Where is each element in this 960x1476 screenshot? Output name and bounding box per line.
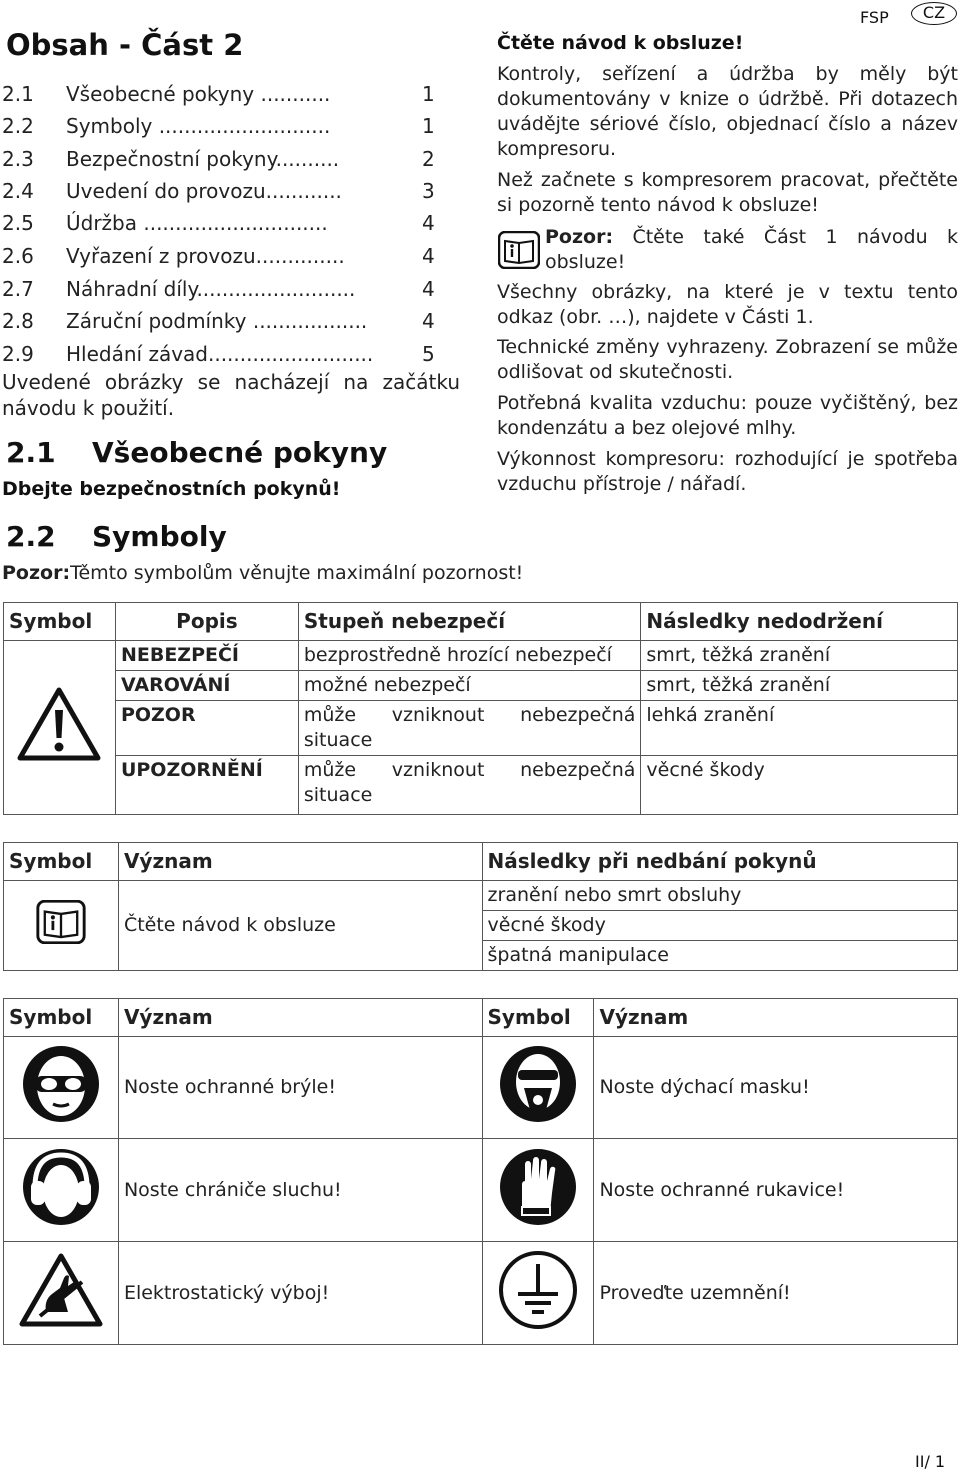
symbol-meaning: Čtěte návod k obsluze: [118, 881, 482, 971]
hazard-level: může vzniknout nebezpečná situace: [298, 701, 641, 756]
table-header: Stupeň nebezpečí: [298, 603, 641, 641]
ground-icon: [498, 1250, 578, 1330]
hazard-consequence: věcné škody: [641, 756, 958, 815]
consequence-item: zranění nebo smrt obsluhy: [482, 881, 957, 911]
symbol-cell: [482, 1037, 594, 1139]
table-row: [4, 1037, 958, 1139]
read-manual-table: [3, 842, 958, 971]
header-code: FSP: [860, 8, 889, 27]
changes-paragraph: Technické změny vyhrazeny. Zobrazení se může odlišovat od skutečnosti.: [497, 336, 958, 383]
table-header: Následky nedodržení: [641, 603, 958, 641]
table-row: [4, 1242, 958, 1345]
consequence-item: věcné škody: [482, 911, 957, 941]
read-before-paragraph: Než začnete s kompresorem pracovat, přečtěte si pozorně tento návod k obsluze!: [497, 169, 958, 216]
section-2-2-heading: 2.2 Symboly: [6, 520, 227, 553]
hazard-consequence: smrt, těžká zranění: [641, 671, 958, 701]
table-row: [4, 701, 958, 756]
table-header: Symbol: [482, 999, 594, 1037]
symbol-cell: [4, 1139, 119, 1242]
hazard-consequence: lehká zranění: [641, 701, 958, 756]
symbol-cell: [482, 1139, 594, 1242]
hazard-label: NEBEZPEČÍ: [115, 641, 298, 671]
esd-icon: [18, 1252, 104, 1328]
page-number: II/ 1: [915, 1452, 946, 1471]
read-manual-title: Čtěte návod k obsluze!: [497, 32, 744, 54]
pozor-note: Pozor: Čtěte také Část 1 návodu k obsluze!: [545, 226, 959, 273]
toc-note: Uvedené obrázky se nacházejí na začátku návodu k použití.: [2, 370, 460, 420]
section-2-1-heading: 2.1 Všeobecné pokyny: [6, 436, 388, 469]
table-header: Symbol: [4, 843, 119, 881]
consequence-item: špatná manipulace: [482, 941, 957, 971]
table-row: [4, 756, 958, 815]
table-row: [4, 671, 958, 701]
section-2-1-subtitle: Dbejte bezpečnostních pokynů!: [2, 478, 341, 500]
respirator-icon: [498, 1044, 578, 1124]
manual-book-icon: [36, 900, 86, 944]
figures-paragraph: Všechny obrázky, na které je v textu tento odkaz (obr. …), najdete v Části 1.: [497, 281, 958, 328]
table-row: [4, 641, 958, 671]
table-header: Význam: [118, 999, 482, 1037]
table-row: [4, 881, 958, 911]
performance-paragraph: Výkonnost kompresoru: rozhodující je spotřeba vzduchu přístroje / nářadí.: [497, 448, 958, 495]
symbol-cell: [4, 1242, 119, 1345]
symbol-meaning: Proveďte uzemnění!: [594, 1242, 958, 1345]
hazard-consequence: smrt, těžká zranění: [641, 641, 958, 671]
warning-triangle-icon: [16, 686, 102, 762]
hazard-label: POZOR: [115, 701, 298, 756]
language-badge: CZ: [911, 2, 957, 25]
symbol-cell: [4, 881, 119, 971]
hazard-levels-table: [3, 602, 958, 815]
table-header: Následky při nedbání pokynů: [482, 843, 957, 881]
gloves-icon: [498, 1147, 578, 1227]
table-header: Význam: [118, 843, 482, 881]
hazard-label: VAROVÁNÍ: [115, 671, 298, 701]
symbol-cell: [4, 1037, 119, 1139]
table-header-row: [4, 843, 958, 881]
goggles-icon: [21, 1044, 101, 1124]
symbol-cell: [4, 641, 116, 815]
symbol-meaning: Noste ochranné rukavice!: [594, 1139, 958, 1242]
symbol-cell: [482, 1242, 594, 1345]
hazard-level: může vzniknout nebezpečná situace: [298, 756, 641, 815]
table-row: [4, 1139, 958, 1242]
section-2-2-note: Pozor:Těmto symbolům věnujte maximální pozornost!: [2, 562, 524, 584]
symbol-meaning: Noste dýchací masku!: [594, 1037, 958, 1139]
ppe-symbols-table: [3, 998, 958, 1345]
symbol-meaning: Noste ochranné brýle!: [118, 1037, 482, 1139]
table-header: Popis: [115, 603, 298, 641]
toc-title: Obsah - Část 2: [6, 28, 244, 62]
maintenance-paragraph: Kontroly, seřízení a údržba by měly být dokumentovány v knize o údržbě. Při dotazech uvádějte sériové číslo, objednací číslo a název kompresoru.: [497, 63, 958, 160]
table-header: Symbol: [4, 603, 116, 641]
hazard-level: bezprostředně hrozící nebezpečí: [298, 641, 641, 671]
manual-book-icon: [498, 231, 540, 269]
hazard-level: možné nebezpečí: [298, 671, 641, 701]
air-quality-paragraph: Potřebná kvalita vzduchu: pouze vyčištěný, bez kondenzátu a bez olejové mlhy.: [497, 392, 958, 439]
table-header: Symbol: [4, 999, 119, 1037]
table-header: Význam: [594, 999, 958, 1037]
table-header-row: [4, 603, 958, 641]
ear-protection-icon: [21, 1147, 101, 1227]
table-header-row: [4, 999, 958, 1037]
symbol-meaning: Elektrostatický výboj!: [118, 1242, 482, 1345]
symbol-meaning: Noste chrániče sluchu!: [118, 1139, 482, 1242]
hazard-label: UPOZORNĚNÍ: [115, 756, 298, 815]
